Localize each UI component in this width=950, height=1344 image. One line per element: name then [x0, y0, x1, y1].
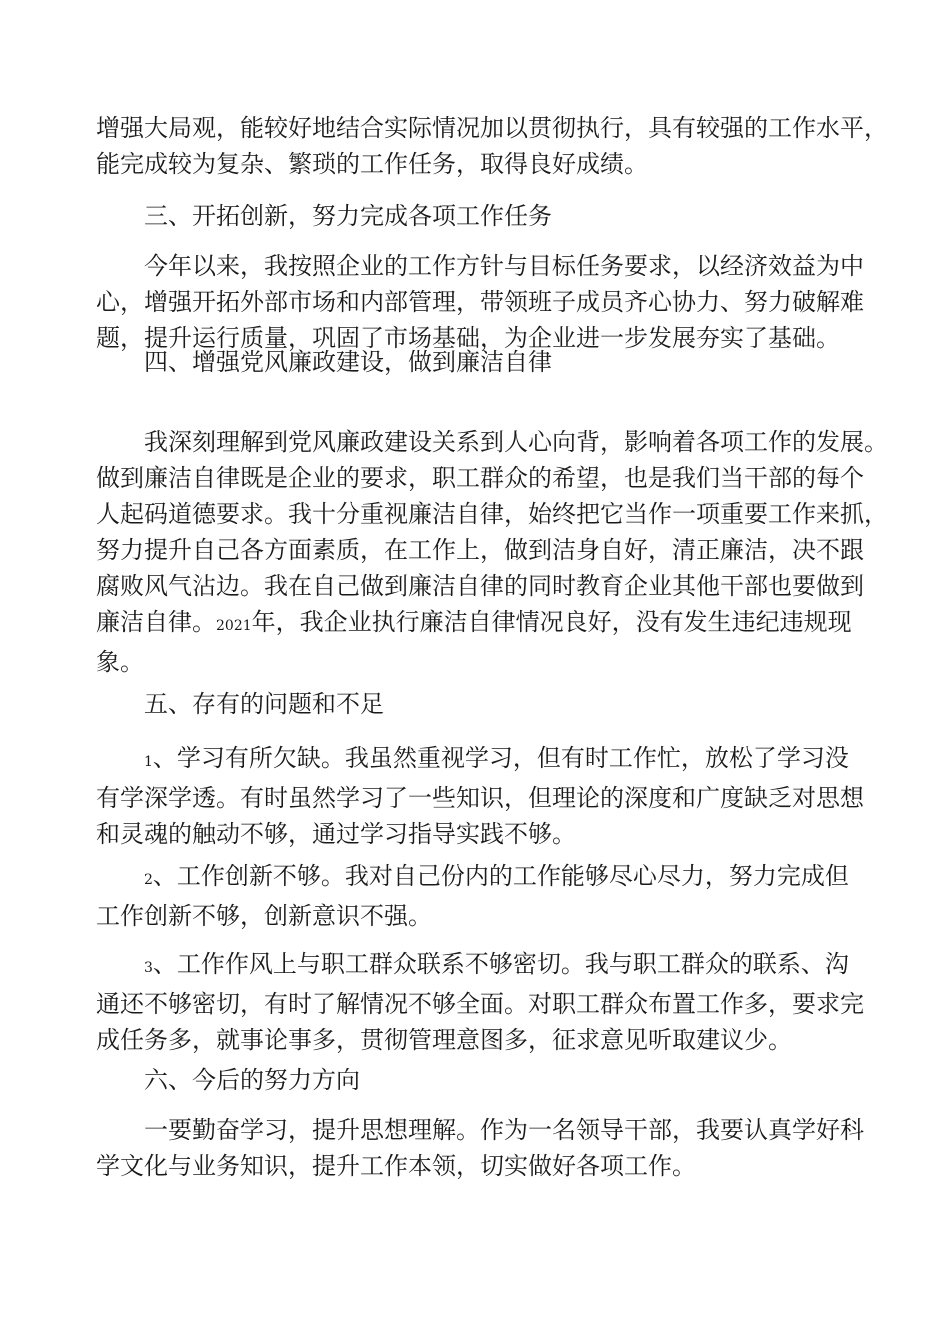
text-line: 增强大局观，能较好地结合实际情况加以贯彻执行，具有较强的工作水平， — [96, 114, 888, 142]
text-line: 一要勤奋学习，提升思想理解。作为一名领导干部，我要认真学好科 — [144, 1116, 864, 1144]
heading-text: 六、今后的努力方向 — [144, 1066, 360, 1094]
heading-section-5 — [96, 686, 914, 722]
list-item-3 — [96, 946, 866, 1058]
paragraph-innovation — [96, 248, 866, 356]
text-segment: 年，我企业执行廉洁自律情况良好，没有发生违纪违规现 — [251, 608, 852, 636]
text-line: 能完成较为复杂、繁琐的工作任务，取得良好成绩。 — [96, 150, 648, 178]
text-line: 有学深学透。有时虽然学习了一些知识，但理论的深度和广度缺乏对思想 — [96, 784, 864, 812]
paragraph-future — [96, 1112, 866, 1184]
year-number: 2021 — [216, 618, 252, 634]
text-line: 和灵魂的触动不够，通过学习指导实践不够。 — [96, 820, 576, 848]
list-item-1 — [96, 740, 866, 852]
text-line: 腐败风气沾边。我在自己做到廉洁自律的同时教育企业其他干部也要做到 — [96, 572, 864, 600]
text-segment: 廉洁自律。 — [96, 608, 216, 636]
heading-section-3 — [96, 198, 914, 234]
text-line — [96, 604, 866, 644]
list-item-2 — [96, 858, 866, 934]
list-number: 3 — [144, 960, 153, 976]
paragraph-integrity — [96, 424, 888, 680]
text-line: 人起码道德要求。我十分重视廉洁自律，始终把它当作一项重要工作来抓， — [96, 500, 888, 528]
text-line: 成任务多，就事论事多，贯彻管理意图多，征求意见听取建议少。 — [96, 1026, 792, 1054]
heading-text: 五、存有的问题和不足 — [144, 690, 384, 718]
text-line: 我深刻理解到党风廉政建设关系到人心向背，影响着各项工作的发展。 — [144, 428, 888, 456]
paragraph-overall-view — [96, 110, 888, 182]
heading-section-4 — [96, 344, 914, 380]
heading-text: 三、开拓创新，努力完成各项工作任务 — [144, 202, 552, 230]
text-line: 心，增强开拓外部市场和内部管理，带领班子成员齐心协力、努力破解难 — [96, 288, 864, 316]
heading-section-6 — [96, 1062, 914, 1098]
text-line: 学文化与业务知识，提升工作本领，切实做好各项工作。 — [96, 1152, 696, 1180]
text-line: 努力提升自己各方面素质，在工作上，做到洁身自好，清正廉洁，决不跟 — [96, 536, 864, 564]
list-number: 2 — [144, 872, 153, 888]
text-line: 题，提升运行质量，巩固了市场基础，为企业进一步发展夯实了基础。 — [96, 324, 840, 352]
text-segment: 、工作作风上与职工群众联系不够密切。我与职工群众的联系、沟 — [152, 950, 849, 978]
text-line: 工作创新不够，创新意识不强。 — [96, 902, 432, 930]
text-line — [96, 946, 866, 986]
heading-text: 四、增强党风廉政建设，做到廉洁自律 — [144, 348, 552, 376]
text-line — [96, 740, 866, 780]
text-line: 今年以来，我按照企业的工作方针与目标任务要求，以经济效益为中 — [144, 252, 864, 280]
text-line: 象。 — [96, 648, 144, 676]
list-number: 1 — [144, 754, 153, 770]
text-line: 做到廉洁自律既是企业的要求，职工群众的希望，也是我们当干部的每个 — [96, 464, 864, 492]
text-line — [96, 858, 866, 898]
text-segment: 、学习有所欠缺。我虽然重视学习，但有时工作忙，放松了学习没 — [152, 744, 849, 772]
text-line: 通还不够密切，有时了解情况不够全面。对职工群众布置工作多，要求完 — [96, 990, 864, 1018]
text-segment: 、工作创新不够。我对自己份内的工作能够尽心尽力，努力完成但 — [152, 862, 849, 890]
